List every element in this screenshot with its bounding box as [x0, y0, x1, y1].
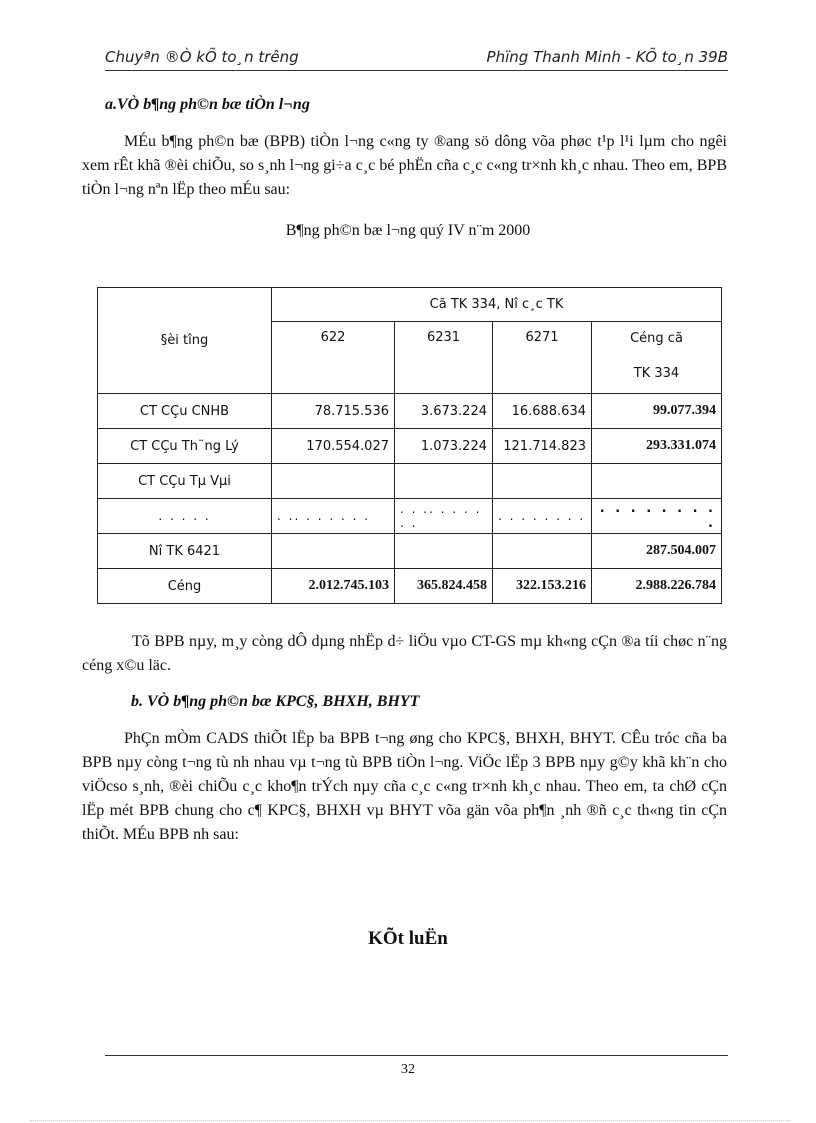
header-rule	[105, 70, 728, 71]
running-header	[105, 46, 728, 68]
cell-6231: 365.824.458	[395, 569, 493, 604]
header-col-6231: 6231	[395, 322, 493, 394]
cell-total: 2.988.226.784	[592, 569, 722, 604]
row-label: CT CÇu CNHB	[98, 394, 272, 429]
cell-6271: . . . . . . . .	[493, 499, 592, 534]
table-caption: B¶ng ph©n bæ l¬ng quý IV n¨m 2000	[285, 222, 531, 239]
after-table-paragraph	[82, 630, 727, 678]
table-total-row	[98, 569, 722, 604]
header-col-622: 622	[272, 322, 395, 394]
header-col-6271: 6271	[493, 322, 592, 394]
cell-total: 293.331.074	[592, 429, 722, 464]
header-col-total	[592, 322, 722, 394]
cell-622: 78.715.536	[272, 394, 395, 429]
cell-6231	[395, 464, 493, 499]
cell-total: . . . . . . . . .	[592, 499, 722, 534]
row-label: Nî TK 6421	[98, 534, 272, 569]
cell-total	[592, 464, 722, 499]
cell-622: 2.012.745.103	[272, 569, 395, 604]
cell-6271	[493, 464, 592, 499]
row-label: CT CÇu Tµ Vµi	[98, 464, 272, 499]
row-label: . . . . .	[98, 499, 272, 534]
header-total-line1: Céng cã	[630, 331, 683, 346]
section-b-paragraph-text: PhÇn mÒm CADS thiÕt lËp ba BPB t¬ng øng cho KPC§, BHXH, BHYT. CÊu tróc cña ba BPB nµy còng t¬ng tù nh nhau vµ t¬ng tù BPB tiÒn l¬ng. ViÖc lËp 3 BPB nµy g©y khã kh¨n cho viÖcso s¸nh, ®èi chiÕu c¸c kho¶n trÝch nµy cña c¸c c«ng tr×nh kh¸c nhau. Theo em, ta chØ cÇn lËp mét BPB chung cho c¶ KPC§, BHXH vµ BHYT võa gän võa ph¶n ¸nh ®ñ c¸c th«ng tin cÇn thiÕt. MÉu BPB nh sau:	[82, 730, 727, 843]
cell-6231: . . .. . . . . . .	[395, 499, 493, 534]
table-row	[98, 394, 722, 429]
header-left-text: Chuyªn ®Ò kÕ to¸n trêng	[105, 48, 299, 66]
footer-rule	[105, 1055, 728, 1056]
table-row	[98, 429, 722, 464]
page-number: 32	[401, 1062, 415, 1077]
after-table-paragraph-text: Tõ BPB nµy, m¸y còng dÔ dµng nhËp d÷ liÖu vµo CT-GS mµ kh«ng cÇn ®a tíi chøc n¨ng céng x©u läc.	[82, 633, 727, 674]
conclusion-heading: KÕt luËn	[368, 928, 448, 949]
cell-6271	[493, 534, 592, 569]
header-total-line2: TK 334	[633, 366, 680, 381]
header-subject-cell: §èi tîng	[98, 288, 272, 394]
cell-6231	[395, 534, 493, 569]
section-a-title: a.VÒ b¶ng ph©n bæ tiÒn l¬ng	[105, 96, 310, 113]
cell-622: . .. . . . . . .	[272, 499, 395, 534]
row-label: CT CÇu Th¨ng Lý	[98, 429, 272, 464]
cell-total: 287.504.007	[592, 534, 722, 569]
row-label: Céng	[98, 569, 272, 604]
cell-6271: 322.153.216	[493, 569, 592, 604]
salary-allocation-table	[97, 287, 722, 604]
cell-6231: 3.673.224	[395, 394, 493, 429]
section-a-paragraph-text: MÉu b¶ng ph©n bæ (BPB) tiÒn l¬ng c«ng ty ®ang sö dông võa phøc t¹p l¹i lµm cho ngêi xem rÊt khã ®èi chiÕu, so s¸nh l¬ng gi÷a c¸c bé phËn cña c¸c c«ng tr×nh kh¸c nhau. Theo em, BPB tiÒn l¬ng nªn lËp theo mÉu sau:	[82, 133, 727, 198]
cell-622	[272, 534, 395, 569]
cell-6231: 1.073.224	[395, 429, 493, 464]
page-edge	[30, 1120, 790, 1121]
section-a-paragraph	[82, 130, 727, 202]
cell-total: 99.077.394	[592, 394, 722, 429]
cell-6271: 16.688.634	[493, 394, 592, 429]
cell-622	[272, 464, 395, 499]
table-row	[98, 499, 722, 534]
header-right-text: Phïng Thanh Minh - KÕ to¸n 39B	[486, 48, 728, 66]
header-group-cell: Cã TK 334, Nî c¸c TK	[272, 288, 722, 322]
cell-622: 170.554.027	[272, 429, 395, 464]
section-b-paragraph	[82, 727, 727, 847]
table-row	[98, 464, 722, 499]
table-row	[98, 534, 722, 569]
section-b-title: b. VÒ b¶ng ph©n bæ KPC§, BHXH, BHYT	[131, 693, 420, 710]
cell-6271: 121.714.823	[493, 429, 592, 464]
table-header-row	[98, 288, 722, 322]
